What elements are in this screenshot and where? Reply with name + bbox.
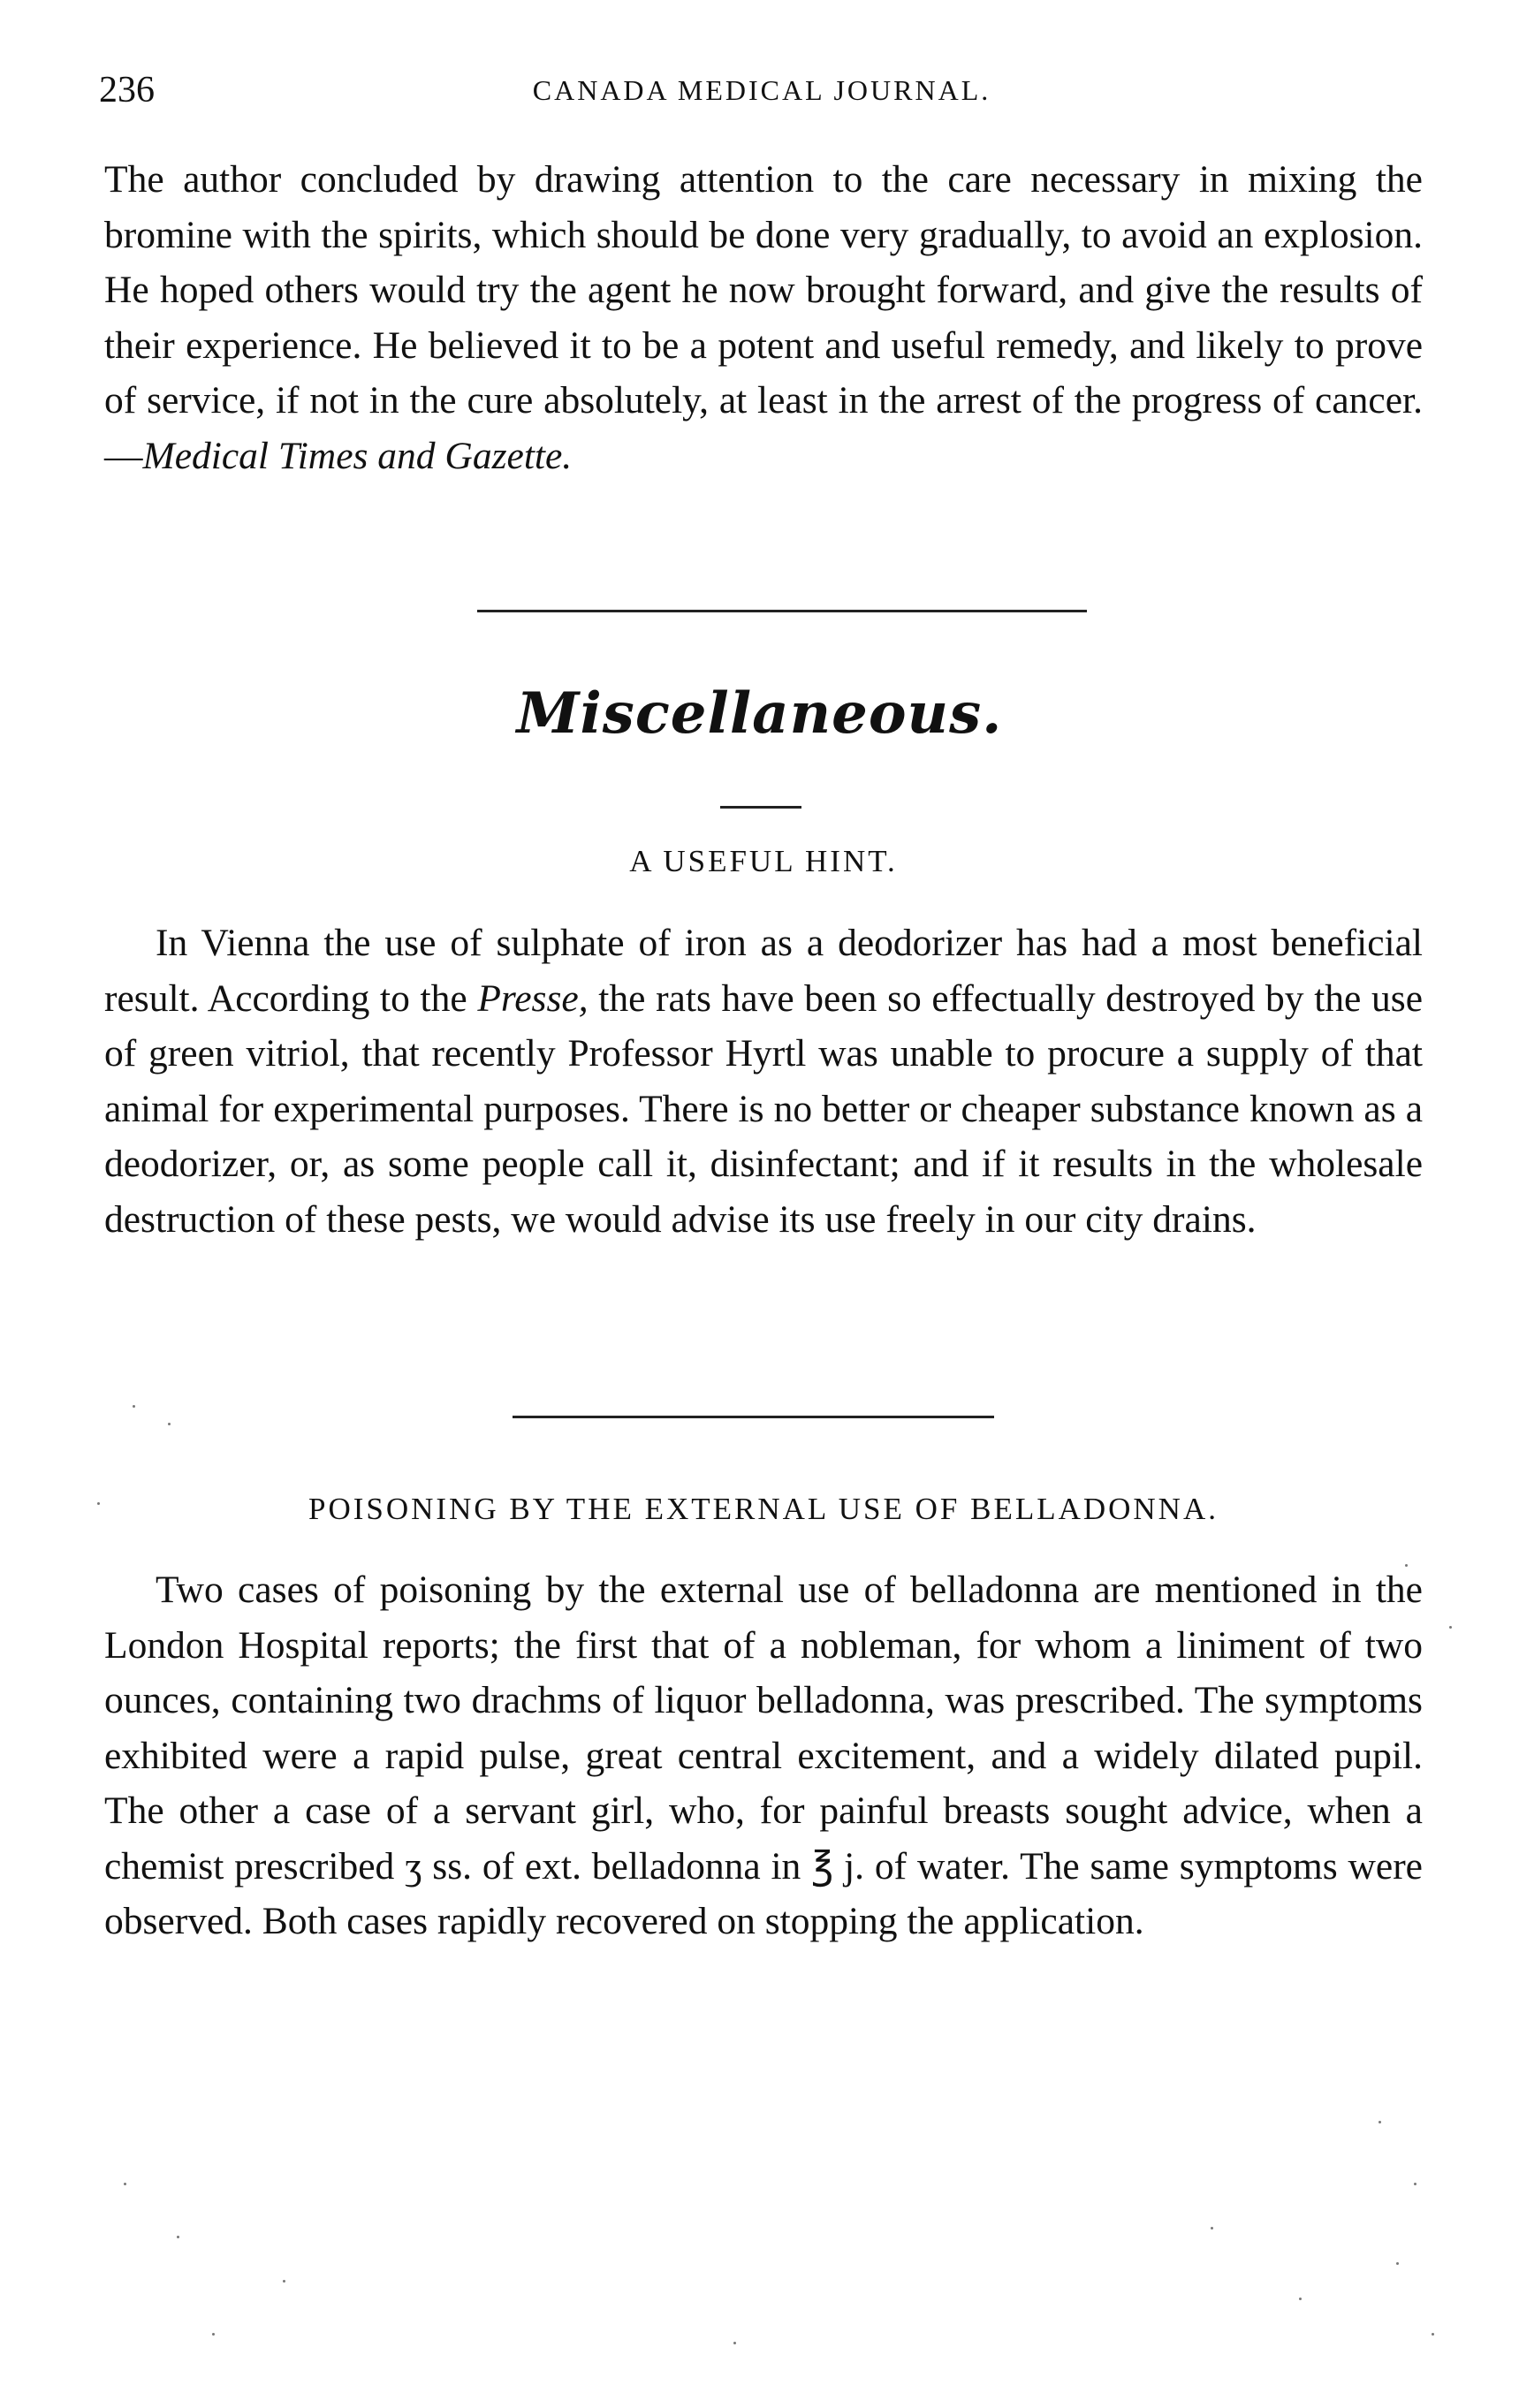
section-title: Miscellaneous. <box>516 680 1003 747</box>
belladonna-body <box>104 1562 1423 1949</box>
hint-heading: A USEFUL HINT. <box>629 844 898 878</box>
hint-body <box>104 915 1423 1247</box>
conclusion-text: The author concluded by drawing attention to the care necessary in mixing the bromine with the spirits, which should be done very gradually, to avoid an explosion. He hoped others would try the agent he now brought forward, and give the results of their experience. He believed it to be a potent and useful remedy, and likely to prove of service, if not in the cure absolutely, at least in the arrest of the progress of cancer.— <box>104 158 1423 477</box>
presse-title: Presse, <box>477 976 589 1020</box>
hint-text-after: the rats have been so effectually destroyed by the use of green vitriol, that recently Professor Hyrtl was unable to procure a supply of that animal for experimental purposes. There is no better or cheaper substance known as a deodorizer, or, as some people call it, disinfectant; and if it results in the wholesale destruction of these pests, we would advise its use freely in our city drains. <box>104 976 1423 1241</box>
article-conclusion <box>104 152 1423 483</box>
hint-text-before: In Vienna the use of sulphate of iron as a deodorizer has had a most beneficial result. According to the <box>104 922 1423 1020</box>
source-citation: Medical Times and Gazette. <box>142 434 573 477</box>
belladonna-heading: POISONING BY THE EXTERNAL USE OF BELLADONNA. <box>308 1492 1219 1526</box>
belladonna-paragraph: Two cases of poisoning by the external use of belladonna are mentioned in the London Hospital reports; the first that of a nobleman, for whom a liniment of two ounces, containing two drachms of liquor belladonna, was prescribed. The symptoms exhibited were a rapid pulse, great central excitement, and a widely dilated pupil. The other a case of a servant girl, who, for painful breasts sought advice, when a chemist prescribed ʒ ss. of ext. belladonna in ℥ j. of water. The same symptoms were observed. Both cases rapidly recovered on stopping the application. <box>104 1569 1423 1942</box>
page-number: 236 <box>99 70 155 110</box>
journal-title: CANADA MEDICAL JOURNAL. <box>532 74 991 106</box>
hint-paragraph <box>104 915 1423 1247</box>
article-conclusion-paragraph <box>104 152 1423 483</box>
divider-rule-2 <box>513 1416 994 1418</box>
short-divider-rule <box>720 806 801 809</box>
divider-rule <box>477 610 1087 612</box>
running-head <box>99 69 1424 122</box>
